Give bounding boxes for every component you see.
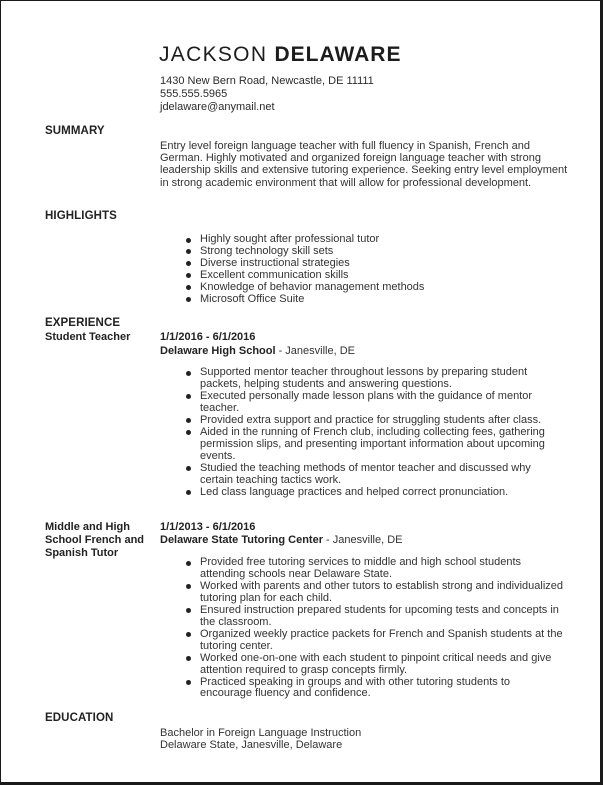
highlights-list	[185, 234, 565, 306]
contact-info	[160, 75, 374, 114]
list-item: Supported mentor teacher throughout lessons by preparing student packets, helping students and answering questions.	[185, 367, 565, 391]
list-item: Strong technology skill sets	[185, 246, 565, 258]
list-item: Knowledge of behavior management methods	[185, 282, 565, 294]
job-title: Student Teacher	[45, 331, 131, 343]
list-item: Aided in the running of French club, including collecting fees, gathering permission slips, and presenting important information about upcoming events.	[185, 427, 565, 463]
highlights-heading: HIGHLIGHTS	[45, 210, 117, 222]
list-item: Studied the teaching methods of mentor teacher and discussed why certain teaching tactics work.	[185, 463, 565, 487]
list-item: Organized weekly practice packets for French and Spanish students at the tutoring center.	[185, 629, 565, 653]
candidate-name	[159, 43, 401, 67]
job-dates: 1/1/2016 - 6/1/2016	[160, 331, 256, 343]
list-item: Practiced speaking in groups and with other tutoring students to encourage fluency and confidence.	[185, 677, 565, 701]
job-duties-list	[185, 367, 565, 498]
first-name: JACKSON	[159, 43, 268, 66]
address: 1430 New Bern Road, Newcastle, DE 11111	[160, 75, 374, 87]
list-item: Microsoft Office Suite	[185, 294, 565, 306]
list-item: Highly sought after professional tutor	[185, 234, 565, 246]
degree: Bachelor in Foreign Language Instruction	[160, 727, 362, 739]
job-duties-list	[185, 557, 565, 700]
employer-name: Delaware State Tutoring Center	[160, 534, 323, 546]
job-employer	[160, 534, 402, 546]
education-heading: EDUCATION	[45, 712, 114, 724]
summary-heading: SUMMARY	[45, 125, 105, 137]
list-item: Ensured instruction prepared students for upcoming tests and concepts in the classroom.	[185, 605, 565, 629]
list-item: Provided extra support and practice for struggling students after class.	[185, 415, 565, 427]
email: jdelaware@anymail.net	[160, 101, 275, 113]
education-details	[160, 727, 570, 751]
phone: 555.555.5965	[160, 88, 228, 100]
job-title: Middle and High School French and Spanish Tutor	[45, 521, 145, 559]
job-employer	[160, 345, 355, 357]
school: Delaware State, Janesville, Delaware	[160, 739, 343, 752]
employer-location: - Janesville, DE	[275, 345, 356, 357]
job-dates: 1/1/2013 - 6/1/2016	[160, 521, 256, 533]
list-item: Worked one-on-one with each student to pinpoint critical needs and give attention required to grasp concepts firmly.	[185, 653, 565, 677]
list-item: Led class language practices and helped correct pronunciation.	[185, 487, 565, 499]
list-item: Executed personally made lesson plans with the guidance of mentor teacher.	[185, 391, 565, 415]
list-item: Excellent communication skills	[185, 270, 565, 282]
last-name: DELAWARE	[274, 43, 402, 66]
list-item: Worked with parents and other tutors to establish strong and individualized tutoring plan for each child.	[185, 581, 565, 605]
list-item: Provided free tutoring services to middle and high school students attending schools near Delaware State.	[185, 557, 565, 581]
summary-text: Entry level foreign language teacher with full fluency in Spanish, French and German. Highly motivated and organized foreign language teacher with strong leadership skills and extensive tutoring experience. Seeking entry level employment in strong academic environment that will allow for professional development.	[160, 140, 568, 189]
employer-location: - Janesville, DE	[323, 534, 403, 546]
list-item: Diverse instructional strategies	[185, 258, 565, 270]
experience-heading: EXPERIENCE	[45, 317, 121, 329]
employer-name: Delaware High School	[160, 345, 276, 357]
